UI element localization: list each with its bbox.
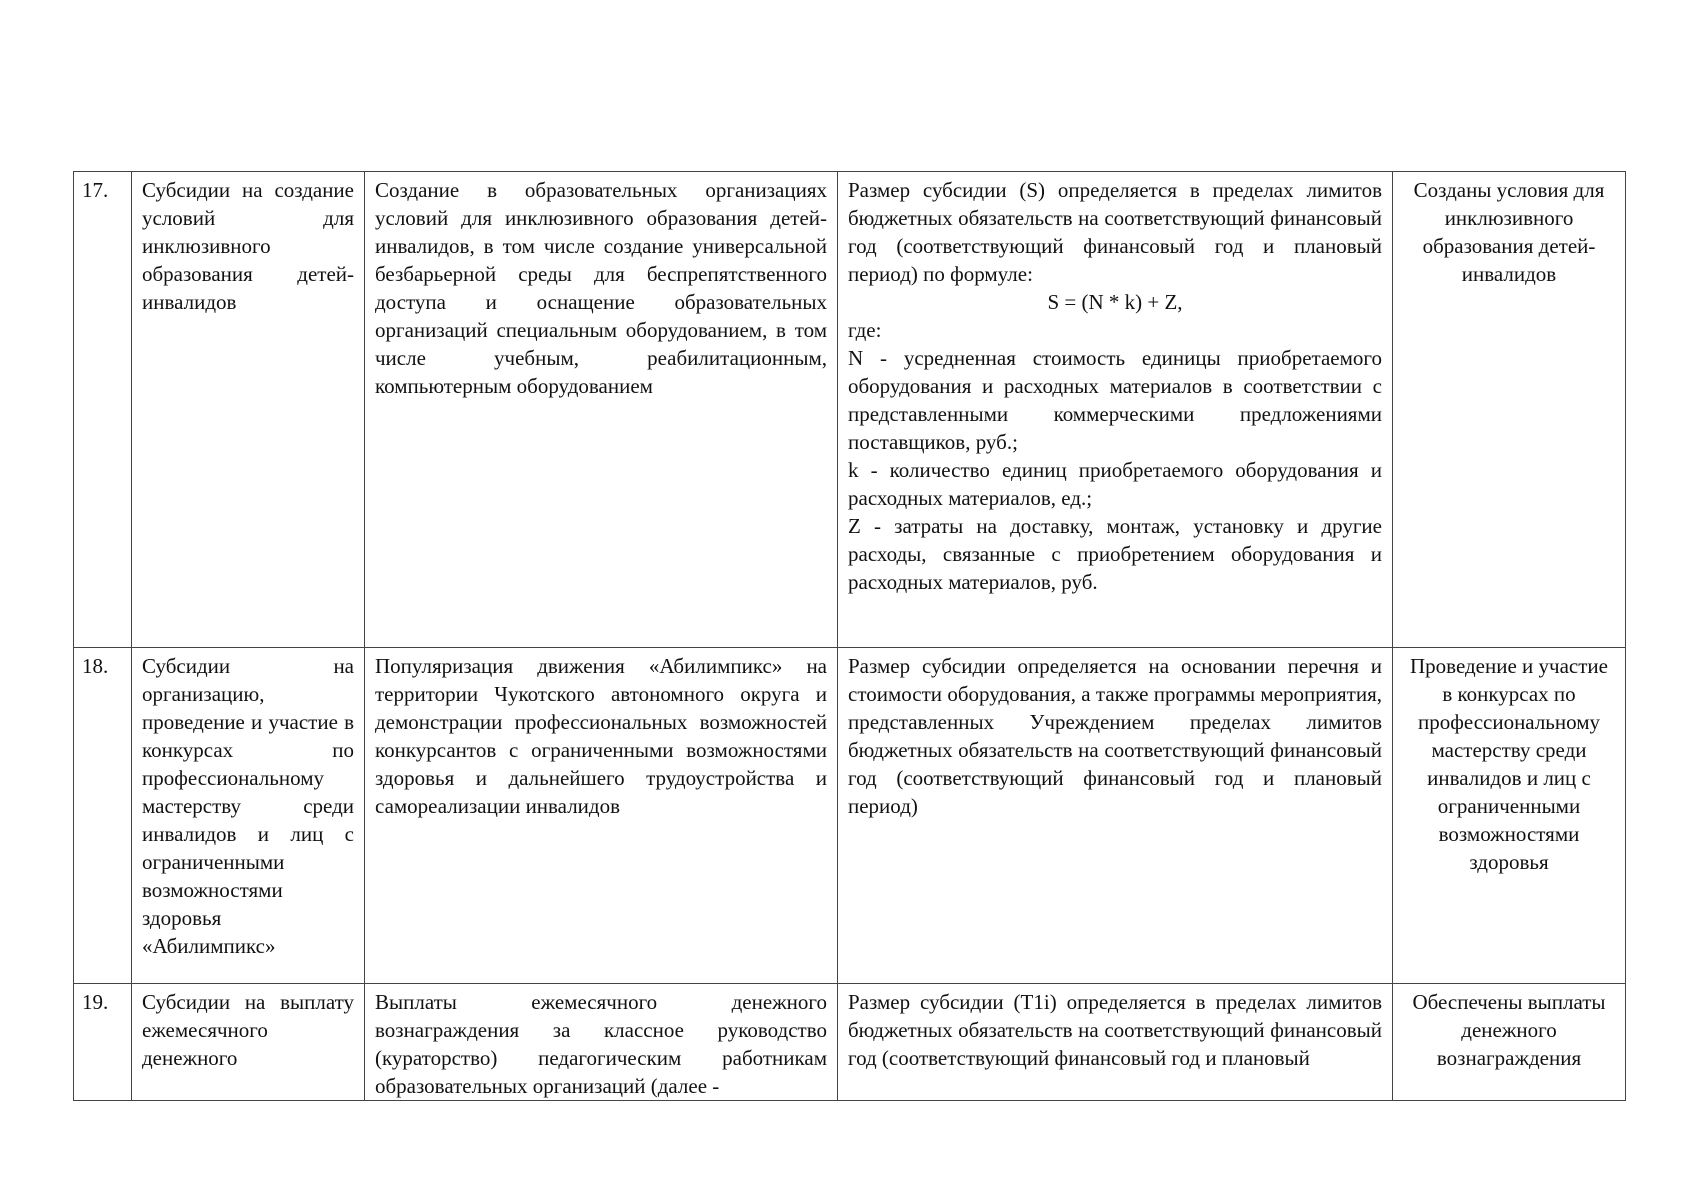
subsidy-purpose-text: Выплаты ежемесячного денежного вознаграждения за классное руководство (кураторство) педагогическим работникам образовательных организаций (далее - — [375, 990, 827, 1098]
subsidy-name-text: Субсидии на выплату ежемесячного денежного — [142, 990, 354, 1070]
subsidy-name — [132, 172, 365, 648]
subsidy-purpose-text: Создание в образовательных организациях условий для инклюзивного образования детей-инвалидов, в том числе создание универсальной безбарьерной среды для беспрепятственного доступа и оснащение образовательных организаций специальным оборудованием, в том числе учебным, реабилитационным, компьютерным оборудованием — [375, 178, 827, 398]
calculation-n-definition: N - усредненная стоимость единицы приобретаемого оборудования и расходных материалов в соответствии с представленными коммерческими предложениями поставщиков, руб.; — [848, 346, 1382, 454]
calculation-formula: S = (N * k) + Z, — [1047, 290, 1183, 314]
subsidy-result: Проведение и участие в конкурсах по профессиональному мастерству среди инвалидов и лиц с ограниченными возможностями здоровья — [1393, 648, 1626, 984]
subsidy-name — [132, 984, 365, 1101]
row-number: 18. — [74, 648, 132, 984]
subsidy-purpose — [365, 984, 838, 1101]
subsidy-calculation — [838, 172, 1393, 648]
subsidy-purpose-text: Популяризация движения «Абилимпикс» на территории Чукотского автономного округа и демонстрации профессиональных возможностей конкурсантов с ограниченными возможностями здоровья и дальнейшего трудоустройства и самореализации инвалидов — [375, 654, 827, 818]
calculation-k-definition: k - количество единиц приобретаемого оборудования и расходных материалов, ед.; — [848, 458, 1382, 510]
table-row — [74, 648, 1626, 984]
calculation-z-definition: Z - затраты на доставку, монтаж, установку и другие расходы, связанные с приобретением оборудования и расходных материалов, руб. — [848, 514, 1382, 594]
table-row — [74, 984, 1626, 1101]
calculation-where: где: — [848, 318, 882, 342]
subsidy-name — [132, 648, 365, 984]
subsidy-table — [73, 171, 1626, 1101]
subsidy-calculation — [838, 648, 1393, 984]
subsidy-calculation — [838, 984, 1393, 1101]
subsidy-purpose — [365, 648, 838, 984]
table-row — [74, 172, 1626, 648]
subsidy-purpose — [365, 172, 838, 648]
calculation-text: Размер субсидии определяется на основании перечня и стоимости оборудования, а также программы мероприятия, представленных Учреждением пределах лимитов бюджетных обязательств на соответствующий финансовый год (соответствующий финансовый год и плановый период) — [848, 654, 1382, 818]
subsidy-result: Созданы условия для инклюзивного образования детей-инвалидов — [1393, 172, 1626, 648]
subsidy-result: Обеспечены выплаты денежного вознаграждения — [1393, 984, 1626, 1101]
calculation-intro: Размер субсидии (S) определяется в пределах лимитов бюджетных обязательств на соответствующий финансовый год (соответствующий финансовый год и плановый период) по формуле: — [848, 178, 1382, 286]
subsidy-name-text: Субсидии на организацию, проведение и участие в конкурсах по профессиональному мастерству среди инвалидов и лиц с ограниченными возможностями здоровья «Абилимпикс» — [142, 654, 354, 958]
subsidy-name-text: Субсидии на создание условий для инклюзивного образования детей-инвалидов — [142, 178, 354, 314]
row-number: 17. — [74, 172, 132, 648]
calculation-text: Размер субсидии (T1i) определяется в пределах лимитов бюджетных обязательств на соответствующий финансовый год (соответствующий финансовый год и плановый — [848, 990, 1382, 1070]
row-number: 19. — [74, 984, 132, 1101]
